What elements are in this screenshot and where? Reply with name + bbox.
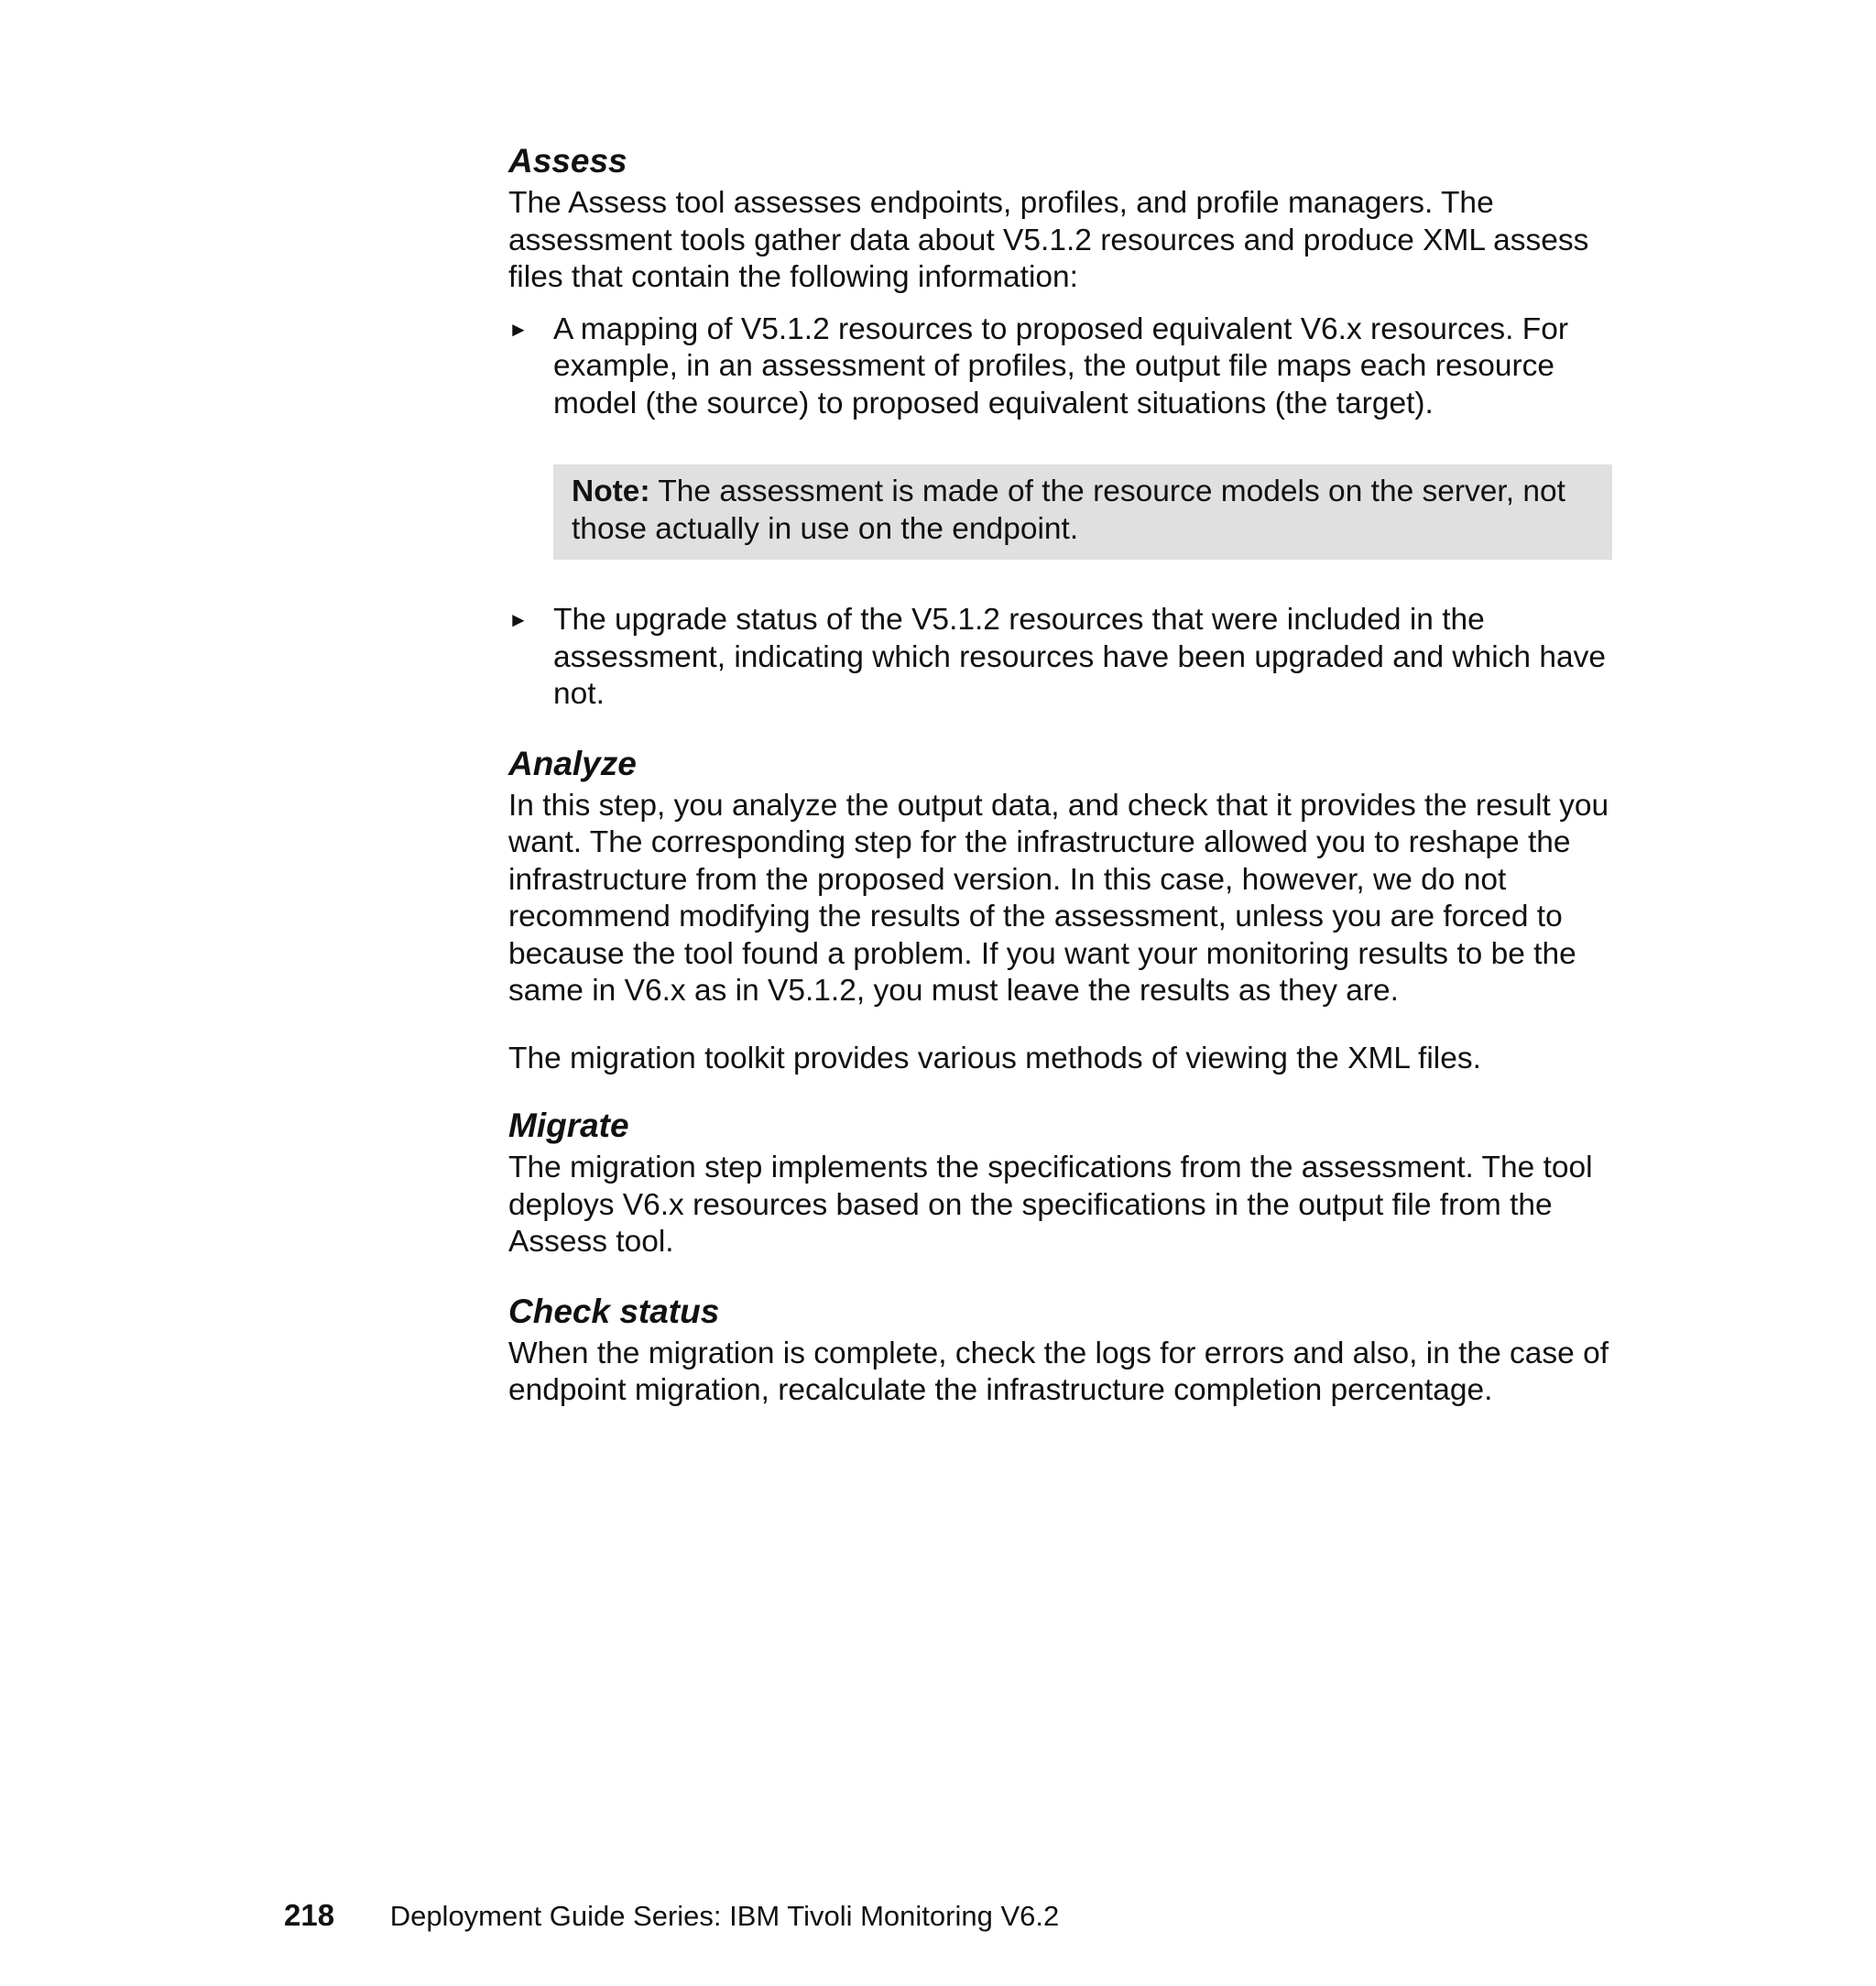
analyze-paragraph: In this step, you analyze the output data, and check that it provides the result you want. The corresponding step for the infrastructure allowed you to reshape the infrastructure from the proposed version. In this case, however, we do not recommend modifying the results of the assessment, unless you are forced to because the tool found a problem. If you want your monitoring results to be the same in V6.x as in V5.1.2, you must leave the results as they are. — [508, 788, 1609, 1008]
note-text: The assessment is made of the resource models on the server, not those actually in use on the endpoint. — [572, 475, 1565, 546]
assess-bullet-list-2 — [508, 602, 1612, 714]
check-status-paragraph: When the migration is complete, check the logs for errors and also, in the case of endpoint migration, recalculate the infrastructure completion percentage. — [508, 1336, 1609, 1407]
check-status-section — [508, 1292, 1612, 1410]
assess-intro-paragraph: The Assess tool assesses endpoints, profiles, and profile managers. The assessment tools gather data about V5.1.2 resources and produce XML assess files that contain the following information: — [508, 186, 1589, 294]
analyze-heading: Analyze — [508, 744, 637, 782]
note-box — [553, 464, 1612, 560]
assess-section — [508, 141, 1612, 714]
bullet-arrow-icon: ► — [508, 608, 529, 631]
list-item — [508, 311, 1612, 423]
page-number: 218 — [284, 1898, 335, 1932]
analyze-paragraph-2: The migration toolkit provides various methods of viewing the XML files. — [508, 1041, 1481, 1075]
bullet-arrow-icon: ► — [508, 317, 529, 341]
migrate-heading: Migrate — [508, 1107, 629, 1144]
assess-bullet-list — [508, 311, 1612, 423]
list-item — [508, 602, 1612, 714]
check-status-heading: Check status — [508, 1292, 720, 1330]
assess-heading: Assess — [508, 142, 627, 180]
note-label: Note: — [572, 475, 650, 508]
migrate-section — [508, 1106, 1612, 1261]
bullet-text: A mapping of V5.1.2 resources to proposed equivalent V6.x resources. For example, in an assessment of profiles, the output file maps each resource model (the source) to proposed equivalent situations (the target). — [553, 311, 1568, 420]
migrate-paragraph: The migration step implements the specifications from the assessment. The tool deploys V6.x resources based on the specifications in the output file from the Assess tool. — [508, 1151, 1593, 1259]
page-footer — [284, 1898, 1059, 1934]
bullet-text: The upgrade status of the V5.1.2 resources that were included in the assessment, indicating which resources have been upgraded and which have not. — [553, 603, 1607, 711]
page-content — [508, 141, 1612, 1410]
footer-title: Deployment Guide Series: IBM Tivoli Monitoring V6.2 — [389, 1900, 1060, 1932]
analyze-section — [508, 744, 1612, 1078]
